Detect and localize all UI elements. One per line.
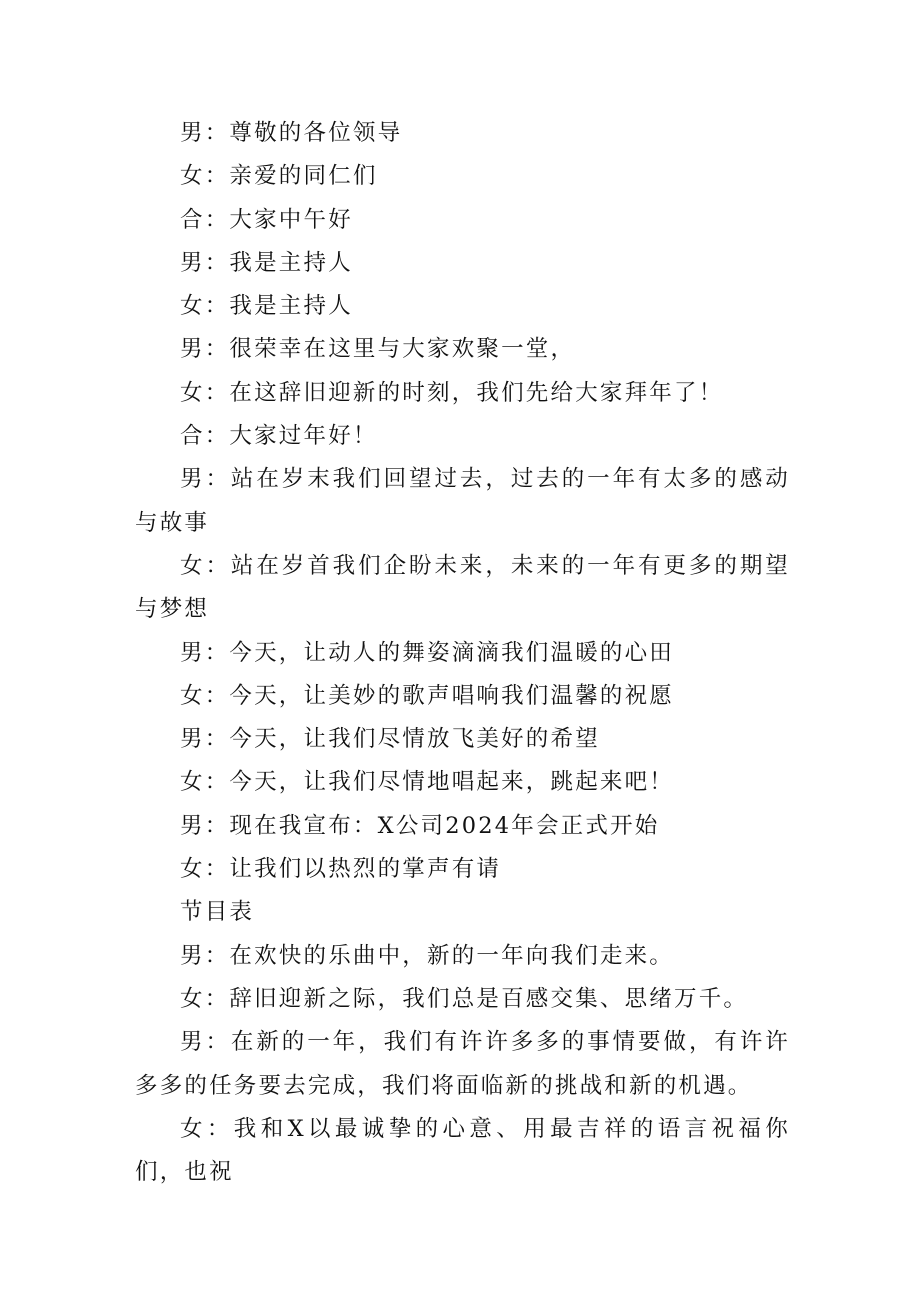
paragraph: 女：亲爱的同仁们 — [180, 163, 378, 190]
paragraph: 女：站在岁首我们企盼未来，未来的一年有更多的期望与梦想 — [135, 552, 790, 623]
paragraph: 男：站在岁末我们回望过去，过去的一年有太多的感动与故事 — [135, 466, 790, 536]
paragraph: 男：我是主持人 — [180, 249, 353, 276]
paragraph: 男：尊敬的各位领导 — [180, 120, 403, 146]
paragraph: 女：辞旧迎新之际，我们总是百感交集、思绪万千。 — [180, 985, 749, 1012]
paragraph: 男：在欢快的乐曲中，新的一年向我们走来。 — [180, 942, 675, 969]
paragraph: 男：在新的一年，我们有许许多多的事情要做，有许许多多的任务要去完成，我们将面临新的挑战和新的机遇。 — [135, 1029, 790, 1099]
paragraph: 女：我和X以最诚挚的心意、用最吉祥的语言祝福你们，也祝 — [135, 1115, 790, 1186]
paragraph: 合：大家过年好！ — [180, 423, 378, 450]
paragraph: 女：在这辞旧迎新的时刻，我们先给大家拜年了！ — [180, 379, 724, 406]
paragraph: 女：今天，让美妙的歌声唱响我们温馨的祝愿 — [180, 682, 675, 709]
document-body — [135, 112, 790, 1194]
paragraph: 女：让我们以热烈的掌声有请 — [180, 856, 502, 883]
paragraph: 女：我是主持人 — [180, 293, 353, 320]
section-heading: 节目表 — [180, 899, 255, 926]
paragraph: 男：现在我宣布：X公司2024年会正式开始 — [180, 812, 660, 839]
paragraph: 合：大家中午好 — [180, 206, 353, 233]
paragraph: 男：今天，让我们尽情放飞美好的希望 — [180, 726, 600, 753]
paragraph: 女：今天，让我们尽情地唱起来，跳起来吧！ — [180, 769, 675, 796]
paragraph: 男：很荣幸在这里与大家欢聚一堂， — [180, 336, 576, 363]
paragraph: 男：今天，让动人的舞姿滴滴我们温暖的心田 — [180, 639, 675, 666]
